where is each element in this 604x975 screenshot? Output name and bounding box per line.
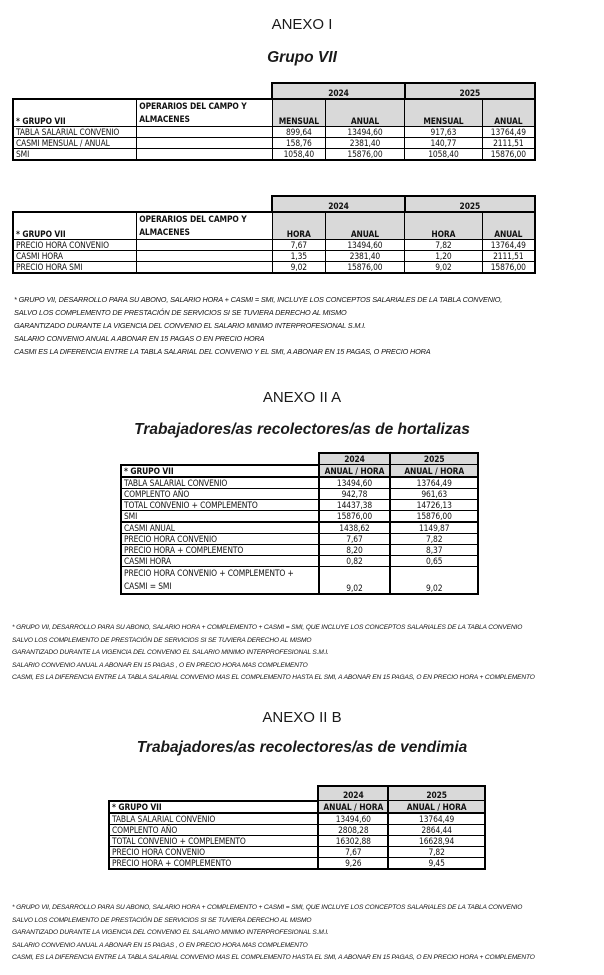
sub-header: MENSUAL bbox=[272, 99, 325, 127]
table-row: TABLA SALARIAL CONVENIO 899,64 13494,60 917,63 13764,49 bbox=[13, 127, 535, 138]
table-row: CASMI HORA 1,35 2381,40 1,20 2111,51 bbox=[13, 251, 535, 262]
table-row: PRECIO HORA CONVENIO 7,67 7,82 bbox=[109, 846, 485, 857]
year-header-2025: 2025 bbox=[388, 786, 485, 801]
column-header-group: * GRUPO VII bbox=[13, 99, 137, 127]
column-header-group: * GRUPO VII bbox=[13, 212, 137, 240]
sub-header: HORA bbox=[405, 212, 482, 240]
annex-2a-notes: * GRUPO VII, DESARROLLO PARA SU ABONO, SALARIO HORA + COMPLEMENTO + CASMI = SMI, QUE INCLUYE LOS CONCEPTOS SALARIALES DE LA TABLA CONVENIO SALVO LOS COMPLEMENTO DE PRESTACIÓN DE SERVICIOS SI SE TUVIERA DERECHO AL MISMO GARANTIZADO DURANTE LA VIGENCIA DEL CONVENIO EL SALARIO MINIMO INTERPROFESIONAL S.M.I. SALARIO CONVENIO ANUAL A ABONAR EN 15 PAGAS , O EN PRECIO HORA MAS COMPLEMENTO CASMI, ES LA DIFERENCIA ENTRE LA TABLA SALARIAL CONVENIO MAS EL COMPLEMENTO HASTA EL SMI, A ABONAR EN 15 PAGAS, O EN PRECIO HORA + COMPLEMENTO bbox=[12, 624, 535, 681]
year-header-2025: 2025 bbox=[405, 196, 535, 212]
sub-header: ANUAL bbox=[482, 212, 535, 240]
year-header-2025: 2025 bbox=[405, 83, 535, 99]
sub-header: ANUAL / HORA bbox=[318, 801, 388, 813]
table-row: CASMI ANUAL 1438,62 1149,87 bbox=[121, 522, 478, 534]
table-row: TOTAL CONVENIO + COMPLEMENTO 14437,38 14726,13 bbox=[121, 499, 478, 510]
table-row: PRECIO HORA CONVENIO 7,67 7,82 bbox=[121, 533, 478, 544]
year-header-2024: 2024 bbox=[272, 83, 404, 99]
sub-header: ANUAL bbox=[325, 99, 404, 127]
sub-header: ANUAL bbox=[325, 212, 405, 240]
annex-2b-notes: * GRUPO VII, DESARROLLO PARA SU ABONO, SALARIO HORA + COMPLEMENTO + CASMI = SMI, QUE INCLUYE LOS CONCEPTOS SALARIALES DE LA TABLA CONVENIO SALVO LOS COMPLEMENTO DE PRESTACIÓN DE SERVICIOS SI SE TUVIERA DERECHO AL MISMO GARANTIZADO DURANTE LA VIGENCIA DEL CONVENIO EL SALARIO MINIMO INTERPROFESIONAL S.M.I. SALARIO CONVENIO ANUAL A ABONAR EN 15 PAGAS , O EN PRECIO HORA MAS COMPLEMENTO CASMI, ES LA DIFERENCIA ENTRE LA TABLA SALARIAL CONVENIO MAS EL COMPLEMENTO HASTA EL SMI, A ABONAR EN 15 PAGAS, O EN PRECIO HORA + COMPLEMENTO bbox=[12, 904, 535, 961]
table-row: PRECIO HORA + COMPLEMENTO 8,20 8,37 bbox=[121, 544, 478, 555]
salary-table-hourly bbox=[12, 195, 536, 274]
year-header-2024: 2024 bbox=[272, 196, 404, 212]
table-row: PRECIO HORA CONVENIO 7,67 13494,60 7,82 13764,49 bbox=[13, 240, 535, 251]
table-row: PRECIO HORA SMI 9,02 15876,00 9,02 15876,00 bbox=[13, 262, 535, 274]
annex-1-subtitle: Grupo VII bbox=[267, 49, 337, 66]
table-row: CASMI HORA 0,82 0,65 bbox=[121, 555, 478, 566]
sub-header: ANUAL / HORA bbox=[319, 465, 391, 477]
column-header-category: OPERARIOS DEL CAMPO Y ALMACENES bbox=[137, 99, 273, 127]
sub-header: ANUAL bbox=[482, 99, 535, 127]
table-row: TOTAL CONVENIO + COMPLEMENTO 16302,88 16628,94 bbox=[109, 835, 485, 846]
hortalizas-salary-table bbox=[120, 452, 479, 595]
table-row: SMI 1058,40 15876,00 1058,40 15876,00 bbox=[13, 149, 535, 161]
annex-2b-subtitle: Trabajadores/as recolectores/as de vendimia bbox=[136, 739, 468, 756]
annex-1-notes: * GRUPO VII, DESARROLLO PARA SU ABONO, SALARIO HORA + CASMI = SMI, INCLUYE LOS CONCEPTOS SALARIALES DE LA TABLA CONVENIO, SALVO LOS COMPLEMENTO DE PRESTACIÓN DE SERVICIOS SI SE TUVIERA DERECHO AL MISMO GARANTIZADO DURANTE LA VIGENCIA DEL CONVENIO EL SALARIO MINIMO INTERPROFESIONAL S.M.I. SALARIO CONVENIO ANUAL A ABONAR EN 15 PAGAS O EN PRECIO HORA CASMI ES LA DIFERENCIA ENTRE LA TABLA SALARIAL DEL CONVENIO Y EL SMI, A ABONAR EN 15 PAGAS, O PRECIO HORA bbox=[14, 295, 503, 356]
sub-header: MENSUAL bbox=[405, 99, 483, 127]
table-row: CASMI MENSUAL / ANUAL 158,76 2381,40 140,77 2111,51 bbox=[13, 138, 535, 149]
column-header-group: * GRUPO VII bbox=[109, 801, 318, 813]
table-row: COMPLENTO AÑO 942,78 961,63 bbox=[121, 488, 478, 499]
salary-table-monthly bbox=[12, 82, 536, 161]
sub-header: ANUAL / HORA bbox=[388, 801, 485, 813]
sub-header: HORA bbox=[272, 212, 325, 240]
year-header-2024: 2024 bbox=[318, 786, 388, 801]
annex-2a-title: ANEXO II A bbox=[262, 389, 342, 406]
year-header-2025: 2025 bbox=[390, 453, 478, 465]
annex-2b-title: ANEXO II B bbox=[262, 709, 342, 726]
table-row: TABLA SALARIAL CONVENIO 13494,60 13764,49 bbox=[121, 477, 478, 489]
annex-2a-subtitle: Trabajadores/as recolectores/as de hortalizas bbox=[134, 421, 470, 438]
table-row: PRECIO HORA CONVENIO + COMPLEMENTO + CASMI = SMI 9,02 9,02 bbox=[121, 566, 478, 594]
vendimia-salary-table bbox=[108, 785, 486, 870]
column-header-category: OPERARIOS DEL CAMPO Y ALMACENES bbox=[137, 212, 273, 240]
table-row: SMI 15876,00 15876,00 bbox=[121, 510, 478, 522]
sub-header: ANUAL / HORA bbox=[390, 465, 478, 477]
column-header-group: * GRUPO VII bbox=[121, 465, 319, 477]
year-header-2024: 2024 bbox=[319, 453, 391, 465]
annex-1-title: ANEXO I bbox=[271, 16, 333, 33]
table-row: PRECIO HORA + COMPLEMENTO 9,26 9,45 bbox=[109, 857, 485, 869]
table-row: TABLA SALARIAL CONVENIO 13494,60 13764,49 bbox=[109, 813, 485, 825]
table-row: COMPLENTO AÑO 2808,28 2864,44 bbox=[109, 824, 485, 835]
